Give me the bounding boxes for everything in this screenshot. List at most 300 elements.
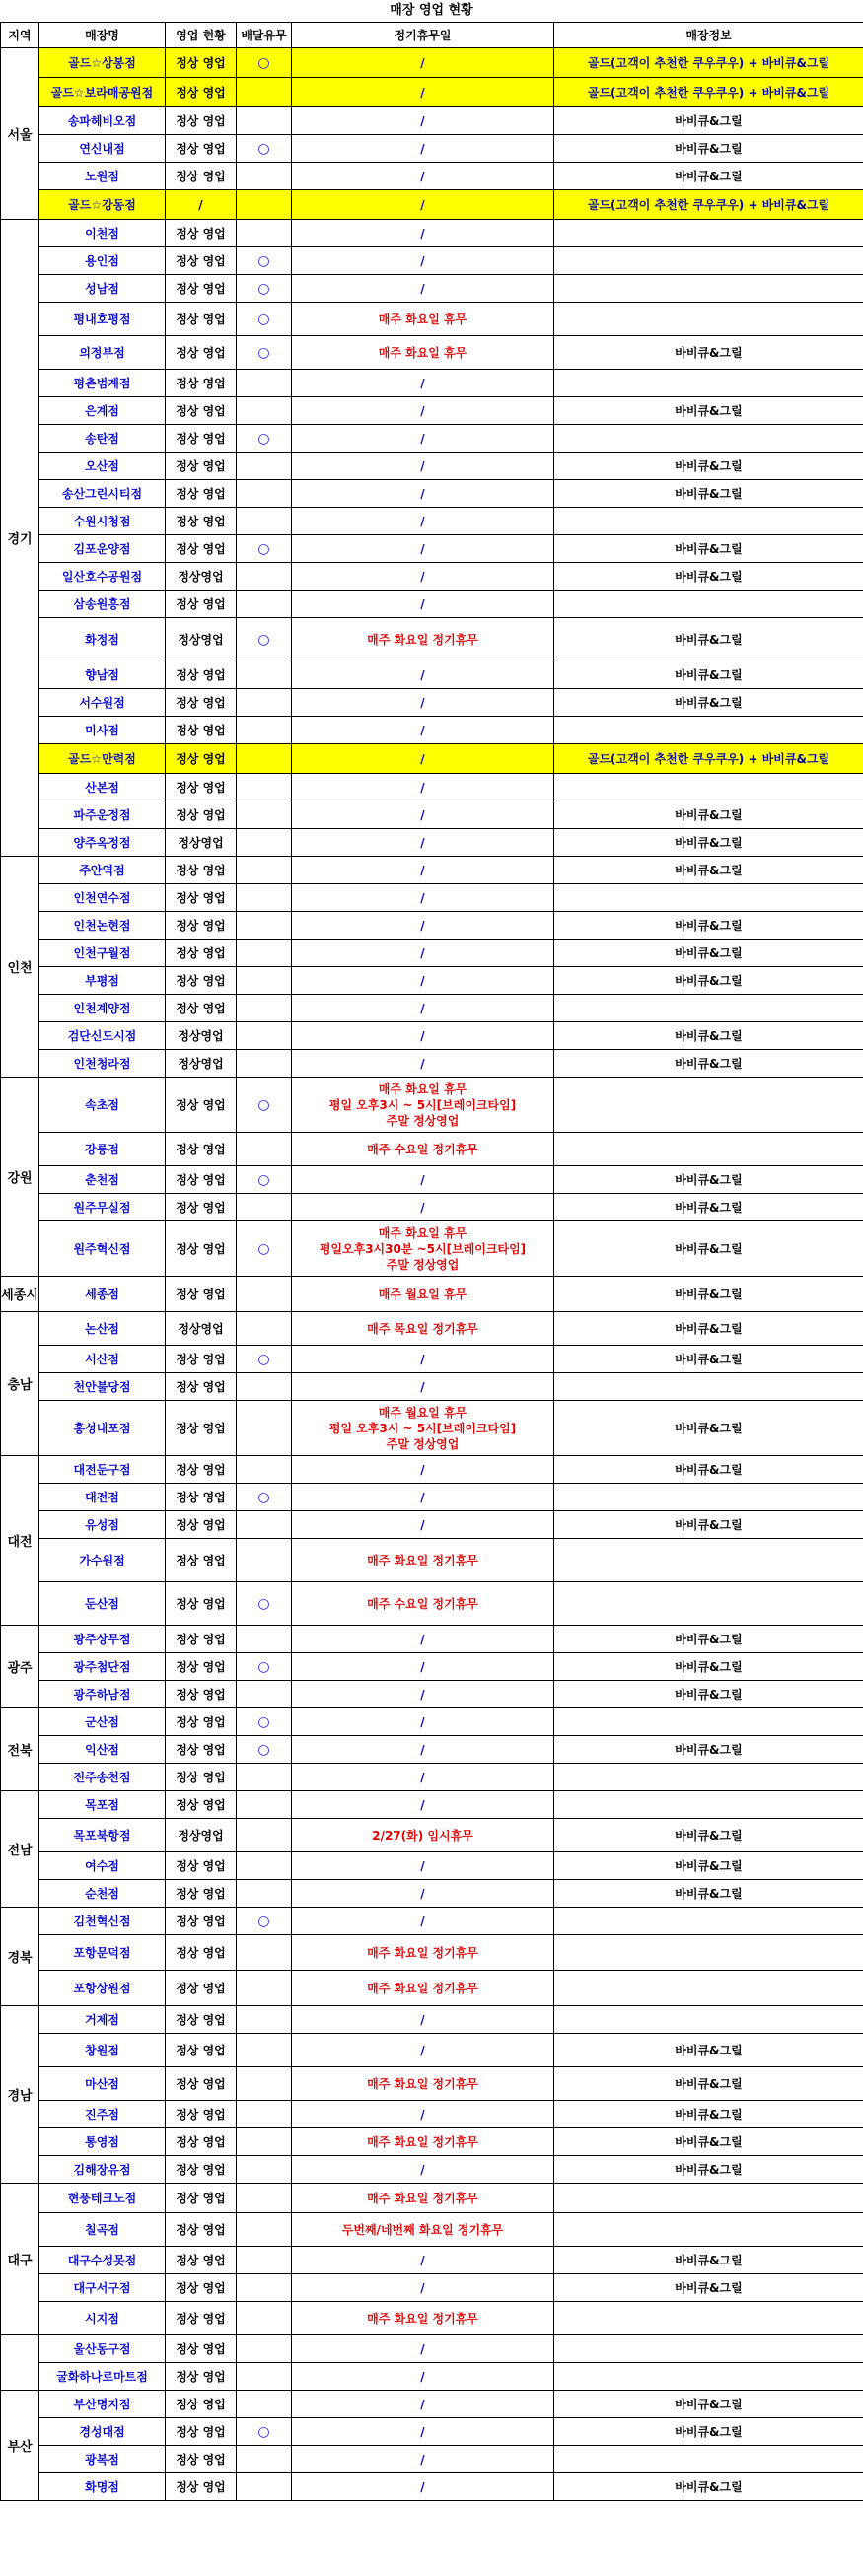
delivery-cell (237, 2335, 292, 2363)
delivery-cell (237, 1373, 292, 1401)
store-info-cell (554, 2213, 863, 2247)
delivery-cell (237, 1511, 292, 1539)
delivery-cell: ○ (237, 1653, 292, 1681)
store-info-cell: 바비큐&그릴 (554, 453, 863, 480)
store-info-cell: 바비큐&그릴 (554, 107, 863, 135)
delivery-cell (237, 1133, 292, 1166)
holiday-cell: / (292, 1373, 554, 1401)
delivery-cell (237, 1456, 292, 1484)
store-name-cell: 광복점 (39, 2446, 166, 2473)
delivery-cell (237, 190, 292, 220)
store-table (0, 22, 863, 2501)
store-name-cell: 이천점 (39, 220, 166, 247)
status-cell: 정상 영업 (166, 1708, 237, 1736)
region-cell: 경북 (1, 1908, 39, 2006)
table-row (1, 1194, 863, 1221)
delivery-cell (237, 2034, 292, 2067)
store-name-cell: 경성대점 (39, 2418, 166, 2446)
delivery-cell (237, 2302, 292, 2335)
delivery-cell: ○ (237, 1736, 292, 1764)
table-row (1, 2302, 863, 2335)
store-name-cell: 포항문덕점 (39, 1935, 166, 1971)
holiday-cell: / (292, 370, 554, 397)
delivery-cell (237, 661, 292, 689)
status-cell: 정상 영업 (166, 2128, 237, 2156)
table-row (1, 2247, 863, 2274)
store-name-cell: 천안불당점 (39, 1373, 166, 1401)
holiday-cell: / (292, 2335, 554, 2363)
table-row (1, 480, 863, 508)
status-cell: 정상 영업 (166, 303, 237, 336)
store-name-cell: 마산점 (39, 2067, 166, 2101)
store-info-cell: 바비큐&그릴 (554, 1511, 863, 1539)
store-name-cell: 파주운정점 (39, 801, 166, 829)
table-row (1, 912, 863, 940)
table-row (1, 2213, 863, 2247)
delivery-cell (237, 78, 292, 107)
holiday-cell: / (292, 1681, 554, 1708)
store-info-cell: 바비큐&그릴 (554, 163, 863, 190)
holiday-line: 매주 월요일 휴무 (378, 1405, 467, 1420)
table-row (1, 220, 863, 247)
store-name-cell: 삼송원흥점 (39, 591, 166, 618)
table-row (1, 425, 863, 453)
delivery-cell (237, 1401, 292, 1456)
delivery-cell (237, 2156, 292, 2184)
store-name-cell: 골드☆강동점 (39, 190, 166, 220)
store-info-cell (554, 995, 863, 1022)
delivery-cell: ○ (237, 303, 292, 336)
status-cell: 정상 영업 (166, 336, 237, 370)
store-name-cell: 의정부점 (39, 336, 166, 370)
table-row (1, 1511, 863, 1539)
status-cell: 정상 영업 (166, 2335, 237, 2363)
store-info-cell: 바비큐&그릴 (554, 1456, 863, 1484)
store-name-cell: 강릉점 (39, 1133, 166, 1166)
status-cell: 정상 영업 (166, 48, 237, 78)
status-cell: 정상 영업 (166, 135, 237, 163)
status-cell: 정상 영업 (166, 247, 237, 275)
store-info-cell (554, 591, 863, 618)
holiday-cell: / (292, 1708, 554, 1736)
delivery-cell (237, 508, 292, 535)
holiday-cell: 매주 화요일 정기휴무 (292, 618, 554, 661)
store-name-cell: 골드☆보라매공원점 (39, 78, 166, 107)
store-info-cell: 바비큐&그릴 (554, 618, 863, 661)
holiday-cell: / (292, 591, 554, 618)
store-info-cell: 바비큐&그릴 (554, 1346, 863, 1373)
delivery-cell (237, 857, 292, 884)
holiday-cell: 매주 화요일 정기휴무 (292, 1971, 554, 2006)
table-row (1, 2391, 863, 2418)
holiday-cell: / (292, 1346, 554, 1373)
status-cell: 정상 영업 (166, 1133, 237, 1166)
delivery-cell (237, 2128, 292, 2156)
store-info-cell (554, 774, 863, 801)
table-row (1, 1539, 863, 1582)
store-name-cell: 산본점 (39, 774, 166, 801)
holiday-cell: / (292, 829, 554, 857)
store-info-cell: 바비큐&그릴 (554, 940, 863, 967)
store-name-cell: 서수원점 (39, 689, 166, 717)
delivery-cell (237, 829, 292, 857)
store-name-cell: 칠곡점 (39, 2213, 166, 2247)
table-row (1, 1681, 863, 1708)
store-name-cell: 서산점 (39, 1346, 166, 1373)
delivery-cell (237, 1935, 292, 1971)
delivery-cell: ○ (237, 247, 292, 275)
delivery-cell (237, 884, 292, 912)
table-row (1, 370, 863, 397)
status-cell: 정상 영업 (166, 2101, 237, 2128)
table-row (1, 1819, 863, 1852)
store-name-cell: 순천점 (39, 1880, 166, 1908)
holiday-cell: / (292, 1736, 554, 1764)
delivery-cell (237, 995, 292, 1022)
status-cell: 정상 영업 (166, 2446, 237, 2473)
store-name-cell: 논산점 (39, 1312, 166, 1346)
table-row (1, 247, 863, 275)
holiday-cell: 매주 화요일 휴무 (292, 303, 554, 336)
store-info-cell: 바비큐&그릴 (554, 2247, 863, 2274)
table-row (1, 801, 863, 829)
holiday-cell: / (292, 2247, 554, 2274)
store-name-cell: 검단신도시점 (39, 1022, 166, 1050)
store-info-cell (554, 425, 863, 453)
store-name-cell: 광주하남점 (39, 1681, 166, 1708)
delivery-cell: ○ (237, 535, 292, 563)
region-cell: 세종시 (1, 1277, 39, 1312)
store-name-cell: 김천혁신점 (39, 1908, 166, 1935)
table-row (1, 1346, 863, 1373)
store-name-cell: 송산그린시티점 (39, 480, 166, 508)
region-cell: 충남 (1, 1312, 39, 1456)
delivery-cell (237, 1880, 292, 1908)
holiday-cell: / (292, 995, 554, 1022)
delivery-cell (237, 2101, 292, 2128)
table-row (1, 397, 863, 425)
delivery-cell (237, 2363, 292, 2391)
table-row (1, 829, 863, 857)
holiday-cell: / (292, 1166, 554, 1194)
status-cell: 정상 영업 (166, 744, 237, 774)
table-row (1, 563, 863, 591)
delivery-cell (237, 163, 292, 190)
store-info-cell: 바비큐&그릴 (554, 689, 863, 717)
table-row (1, 1456, 863, 1484)
status-cell: 정상 영업 (166, 1194, 237, 1221)
holiday-cell: / (292, 1022, 554, 1050)
store-info-cell: 바비큐&그릴 (554, 397, 863, 425)
delivery-cell (237, 107, 292, 135)
store-info-cell: 바비큐&그릴 (554, 1221, 863, 1277)
table-row (1, 2101, 863, 2128)
delivery-cell (237, 480, 292, 508)
holiday-cell: / (292, 508, 554, 535)
store-info-cell: 바비큐&그릴 (554, 829, 863, 857)
store-info-cell: 바비큐&그릴 (554, 1819, 863, 1852)
status-cell: 정상영업 (166, 1022, 237, 1050)
header-store-info: 매장정보 (554, 23, 863, 48)
delivery-cell (237, 1852, 292, 1880)
store-info-cell: 바비큐&그릴 (554, 2473, 863, 2501)
store-name-cell: 송탄점 (39, 425, 166, 453)
delivery-cell (237, 940, 292, 967)
delivery-cell (237, 1312, 292, 1346)
store-name-cell: 인천계양점 (39, 995, 166, 1022)
region-cell: 전남 (1, 1791, 39, 1908)
store-name-cell: 김해장유점 (39, 2156, 166, 2184)
store-info-cell (554, 1708, 863, 1736)
status-cell: 정상 영업 (166, 774, 237, 801)
holiday-cell: / (292, 2363, 554, 2391)
table-row (1, 2363, 863, 2391)
holiday-line: 주말 정상영업 (386, 1113, 460, 1128)
holiday-cell: 매주 화요일 정기휴무 (292, 2302, 554, 2335)
store-name-cell: 홍성내포점 (39, 1401, 166, 1456)
store-info-cell: 바비큐&그릴 (554, 135, 863, 163)
store-info-cell: 바비큐&그릴 (554, 1050, 863, 1078)
delivery-cell (237, 1194, 292, 1221)
holiday-line: 매주 화요일 휴무 (378, 1081, 467, 1096)
status-cell: 정상 영업 (166, 1484, 237, 1511)
table-row (1, 275, 863, 303)
store-name-cell: 전주송천점 (39, 1764, 166, 1791)
holiday-cell: / (292, 1908, 554, 1935)
store-info-cell: 바비큐&그릴 (554, 2274, 863, 2302)
holiday-cell: / (292, 2101, 554, 2128)
holiday-cell: / (292, 2034, 554, 2067)
table-row (1, 1166, 863, 1194)
table-row (1, 967, 863, 995)
status-cell: 정상 영업 (166, 884, 237, 912)
status-cell: 정상 영업 (166, 2247, 237, 2274)
store-info-cell (554, 1539, 863, 1582)
status-cell: 정상 영업 (166, 2302, 237, 2335)
holiday-cell: / (292, 801, 554, 829)
table-row (1, 303, 863, 336)
status-cell: 정상 영업 (166, 1582, 237, 1626)
holiday-cell: / (292, 425, 554, 453)
status-cell: 정상 영업 (166, 801, 237, 829)
store-name-cell: 속초점 (39, 1078, 166, 1133)
table-row (1, 774, 863, 801)
table-row (1, 744, 863, 774)
table-row (1, 2006, 863, 2034)
store-name-cell: 성남점 (39, 275, 166, 303)
delivery-cell (237, 1626, 292, 1653)
status-cell: 정상 영업 (166, 1736, 237, 1764)
status-cell: 정상 영업 (166, 995, 237, 1022)
region-cell: 대전 (1, 1456, 39, 1626)
delivery-cell: ○ (237, 1708, 292, 1736)
store-info-cell: 골드(고객이 추천한 쿠우쿠우) + 바비큐&그릴 (554, 190, 863, 220)
delivery-cell (237, 689, 292, 717)
status-cell: 정상 영업 (166, 1626, 237, 1653)
holiday-cell: 매주 목요일 정기휴무 (292, 1312, 554, 1346)
status-cell: 정상 영업 (166, 967, 237, 995)
table-row (1, 1050, 863, 1078)
holiday-cell: 매주 월요일 휴무 (292, 1277, 554, 1312)
store-info-cell (554, 303, 863, 336)
delivery-cell (237, 2184, 292, 2213)
store-info-cell: 바비큐&그릴 (554, 1277, 863, 1312)
store-name-cell: 향남점 (39, 661, 166, 689)
table-row (1, 1133, 863, 1166)
delivery-cell: ○ (237, 1346, 292, 1373)
holiday-cell: / (292, 1626, 554, 1653)
delivery-cell: ○ (237, 275, 292, 303)
table-row (1, 1626, 863, 1653)
store-name-cell: 목포북항점 (39, 1819, 166, 1852)
status-cell: 정상 영업 (166, 857, 237, 884)
sheet-title: 매장 영업 현황 (390, 3, 473, 18)
holiday-cell: / (292, 717, 554, 744)
table-row (1, 591, 863, 618)
holiday-cell: / (292, 2006, 554, 2034)
table-row (1, 2034, 863, 2067)
table-row (1, 1736, 863, 1764)
store-info-cell (554, 1971, 863, 2006)
holiday-line: 평일 오후3시 ~ 5시[브레이크타임] (328, 1097, 517, 1112)
header-row (1, 23, 863, 48)
status-cell: 정상 영업 (166, 425, 237, 453)
table-row (1, 1078, 863, 1133)
store-info-cell: 바비큐&그릴 (554, 661, 863, 689)
holiday-cell: 매주 화요일 정기휴무 (292, 2128, 554, 2156)
table-row (1, 940, 863, 967)
status-cell: 정상 영업 (166, 1852, 237, 1880)
store-name-cell: 거제점 (39, 2006, 166, 2034)
table-row (1, 995, 863, 1022)
holiday-line: 평일 오후3시 ~ 5시[브레이크타임] (328, 1421, 517, 1435)
store-info-cell (554, 275, 863, 303)
delivery-cell (237, 2006, 292, 2034)
status-cell: 정상 영업 (166, 220, 237, 247)
table-row (1, 884, 863, 912)
store-name-cell: 주안역점 (39, 857, 166, 884)
store-name-cell: 연신내점 (39, 135, 166, 163)
delivery-cell: ○ (237, 1908, 292, 1935)
status-cell: 정상 영업 (166, 1880, 237, 1908)
status-cell: 정상 영업 (166, 107, 237, 135)
store-name-cell: 골드☆상봉점 (39, 48, 166, 78)
status-cell: 정상 영업 (166, 1791, 237, 1819)
holiday-cell: 매주 화요일 휴무 (292, 336, 554, 370)
store-name-cell: 대구수성못점 (39, 2247, 166, 2274)
table-row (1, 1708, 863, 1736)
status-cell: 정상영업 (166, 1050, 237, 1078)
status-cell: 정상영업 (166, 618, 237, 661)
delivery-cell (237, 1539, 292, 1582)
store-name-cell: 둔산점 (39, 1582, 166, 1626)
region-cell: 광주 (1, 1626, 39, 1708)
holiday-cell (292, 1078, 554, 1133)
store-name-cell: 통영점 (39, 2128, 166, 2156)
status-cell: / (166, 190, 237, 220)
store-name-cell: 화정점 (39, 618, 166, 661)
header-delivery: 배달유무 (237, 23, 292, 48)
store-info-cell: 바비큐&그릴 (554, 2391, 863, 2418)
store-info-cell (554, 717, 863, 744)
status-cell: 정상 영업 (166, 508, 237, 535)
store-rows (1, 48, 863, 2501)
holiday-cell: / (292, 480, 554, 508)
store-name-cell: 김포운양점 (39, 535, 166, 563)
status-cell: 정상 영업 (166, 2391, 237, 2418)
status-cell: 정상 영업 (166, 397, 237, 425)
store-name-cell: 은계점 (39, 397, 166, 425)
store-name-cell: 양주옥정점 (39, 829, 166, 857)
table-row (1, 336, 863, 370)
delivery-cell: ○ (237, 1484, 292, 1511)
store-info-cell: 바비큐&그릴 (554, 2128, 863, 2156)
store-name-cell: 수원시청점 (39, 508, 166, 535)
holiday-cell: / (292, 2446, 554, 2473)
store-name-cell: 세종점 (39, 1277, 166, 1312)
table-row (1, 1791, 863, 1819)
delivery-cell (237, 2247, 292, 2274)
status-cell: 정상 영업 (166, 661, 237, 689)
store-name-cell: 일산호수공원점 (39, 563, 166, 591)
status-cell: 정상 영업 (166, 1456, 237, 1484)
holiday-cell: / (292, 2391, 554, 2418)
holiday-cell: / (292, 78, 554, 107)
table-row (1, 508, 863, 535)
table-row (1, 135, 863, 163)
store-info-cell (554, 1582, 863, 1626)
status-cell: 정상 영업 (166, 1221, 237, 1277)
holiday-cell: / (292, 940, 554, 967)
store-name-cell: 원주혁신점 (39, 1221, 166, 1277)
store-info-cell: 바비큐&그릴 (554, 535, 863, 563)
table-row (1, 2335, 863, 2363)
store-name-cell: 목포점 (39, 1791, 166, 1819)
status-cell: 정상 영업 (166, 1078, 237, 1133)
store-info-cell: 바비큐&그릴 (554, 2034, 863, 2067)
table-row (1, 1971, 863, 2006)
store-info-cell: 바비큐&그릴 (554, 1626, 863, 1653)
store-name-cell: 평내호평점 (39, 303, 166, 336)
table-row (1, 1022, 863, 1050)
store-name-cell: 춘천점 (39, 1166, 166, 1194)
holiday-line: 주말 정상영업 (386, 1257, 460, 1272)
delivery-cell (237, 591, 292, 618)
store-name-cell: 화명점 (39, 2473, 166, 2501)
table-row (1, 1908, 863, 1935)
status-cell: 정상 영업 (166, 2034, 237, 2067)
delivery-cell: ○ (237, 1166, 292, 1194)
holiday-cell: / (292, 48, 554, 78)
store-info-cell (554, 2184, 863, 2213)
delivery-cell (237, 2067, 292, 2101)
table-row (1, 1373, 863, 1401)
holiday-cell: / (292, 1880, 554, 1908)
status-cell: 정상 영업 (166, 1764, 237, 1791)
table-row (1, 78, 863, 107)
store-name-cell: 인천연수점 (39, 884, 166, 912)
store-name-cell: 현풍테크노점 (39, 2184, 166, 2213)
table-row (1, 618, 863, 661)
status-cell: 정상 영업 (166, 1401, 237, 1456)
holiday-cell: / (292, 967, 554, 995)
table-row (1, 1935, 863, 1971)
store-name-cell: 골드☆만력점 (39, 744, 166, 774)
delivery-cell (237, 370, 292, 397)
delivery-cell (237, 453, 292, 480)
holiday-cell: / (292, 163, 554, 190)
region-cell: 대구 (1, 2184, 39, 2335)
